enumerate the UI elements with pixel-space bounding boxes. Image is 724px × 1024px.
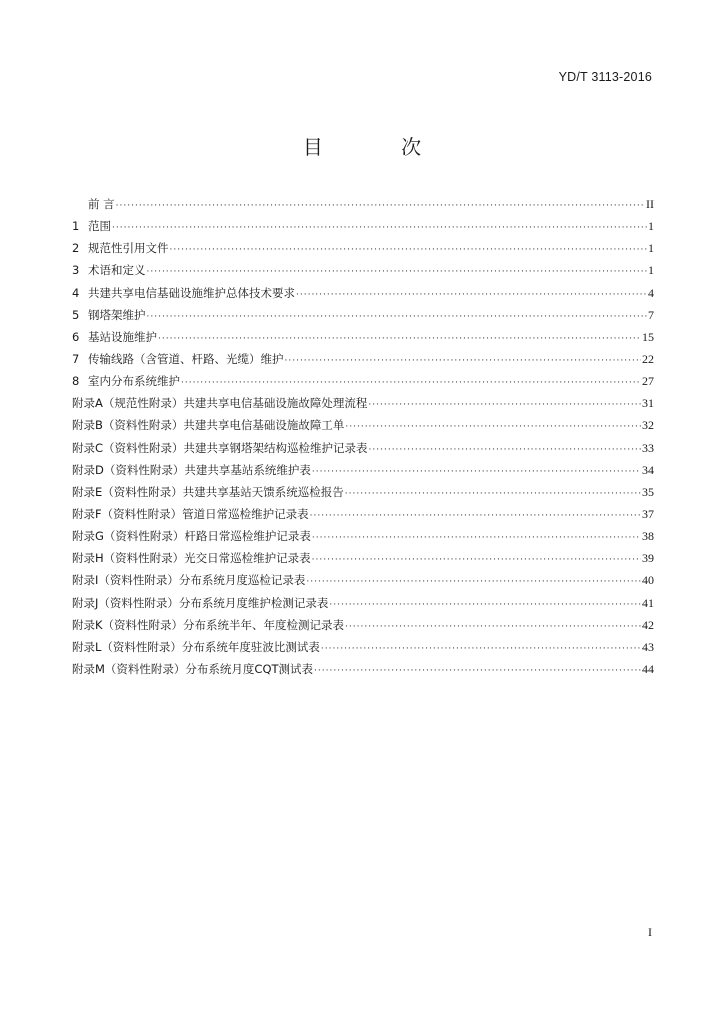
toc-entry[interactable] [72, 614, 654, 636]
toc-entry[interactable] [72, 437, 654, 459]
toc-entry-page: 38 [642, 529, 654, 544]
toc-entry-title: 附录K（资料性附录）分布系统半年、年度检测记录表 [72, 617, 345, 632]
toc-leader-dots [285, 350, 642, 372]
toc-entry-title: 附录I（资料性附录）分布系统月度巡检记录表 [72, 573, 306, 588]
toc-entry[interactable] [72, 370, 654, 392]
toc-entry[interactable] [72, 215, 654, 237]
toc-entry-page: 1 [648, 219, 654, 234]
toc-entry[interactable] [72, 392, 654, 414]
toc-entry-title: 前 言 [88, 197, 115, 211]
toc-entry-label [72, 215, 111, 237]
toc-entry[interactable] [72, 326, 654, 348]
toc-entry-page: 7 [648, 307, 654, 322]
toc-entry-title: 室内分布系统维护 [88, 374, 180, 389]
toc-entry-page: 41 [642, 595, 654, 610]
toc-entry-title: 范围 [88, 219, 111, 234]
toc-entry-page: 35 [642, 484, 654, 499]
toc-entry[interactable] [72, 259, 654, 281]
toc-entry-page: II [646, 197, 654, 211]
toc-entry[interactable] [72, 481, 654, 503]
toc-entry-title: 附录G（资料性附录）杆路日常巡检维护记录表 [72, 529, 311, 544]
toc-entry-page: 22 [642, 351, 654, 366]
toc-entry[interactable] [72, 304, 654, 326]
toc-entry-title: 附录C（资料性附录）共建共享钢塔架结构巡检维护记录表 [72, 440, 368, 455]
toc-entry-page: 43 [642, 639, 654, 654]
toc-entry[interactable] [72, 636, 654, 658]
toc-entry-page: 42 [642, 617, 654, 632]
toc-entry-page: 37 [642, 506, 654, 521]
toc-entry-label [72, 547, 311, 569]
toc-leader-dots [312, 549, 641, 571]
toc-entry-page: 34 [642, 462, 654, 477]
toc-entry-label [72, 304, 146, 326]
toc-leader-dots [345, 416, 641, 438]
toc-entry-page: 1 [648, 263, 654, 278]
toc-entry-label [72, 237, 169, 259]
toc-leader-dots [329, 594, 641, 616]
toc-entry-title: 钢塔架维护 [88, 307, 146, 322]
toc-entry-number: 8 [72, 374, 80, 389]
toc-entry[interactable] [72, 569, 654, 591]
toc-entry[interactable] [72, 414, 654, 436]
toc-leader-dots [147, 261, 648, 283]
toc-entry-label [72, 592, 328, 614]
toc-entry-title: 共建共享电信基础设施维护总体技术要求 [88, 285, 295, 300]
toc-entry-label [72, 326, 157, 348]
toc-leader-dots [147, 306, 648, 328]
toc-entry-page: 1 [648, 241, 654, 256]
toc-entry-label [72, 614, 344, 636]
toc-entry-label [72, 392, 367, 414]
toc-entry[interactable] [72, 547, 654, 569]
toc-entry-title: 附录L（资料性附录）分布系统年度驻波比测试表 [72, 639, 320, 654]
toc-entry-page: 15 [642, 329, 654, 344]
toc-entry-label [72, 459, 311, 481]
toc-entry[interactable] [72, 237, 654, 259]
toc-entry-page: 39 [642, 551, 654, 566]
toc-entry-page: 4 [648, 285, 654, 300]
toc-leader-dots [116, 195, 645, 217]
toc-entry-page: 27 [642, 374, 654, 389]
toc-entry-label [72, 414, 344, 436]
toc-leader-dots [312, 461, 641, 483]
toc-entry-title: 传输线路（含管道、杆路、光缆）维护 [88, 351, 284, 366]
toc-entry-page: 32 [642, 418, 654, 433]
toc-leader-dots [170, 239, 648, 261]
toc-entry[interactable] [72, 459, 654, 481]
toc-entry-number: 2 [72, 241, 80, 256]
toc-entry-number: 6 [72, 329, 80, 344]
page-title: 目 次 [302, 135, 458, 159]
toc-leader-dots [345, 483, 641, 505]
toc-entry-number: 3 [72, 263, 80, 278]
toc-entry-number: 1 [72, 219, 80, 234]
toc-leader-dots [369, 439, 641, 461]
toc-entry-label [72, 259, 146, 281]
toc-entry-title: 附录H（资料性附录）光交日常巡检维护记录表 [72, 551, 311, 566]
toc-entry-number: 5 [72, 307, 80, 322]
toc-leader-dots [112, 217, 647, 239]
toc-entry[interactable] [72, 503, 654, 525]
toc-entry-label [72, 437, 368, 459]
toc-entry-label [72, 569, 305, 591]
toc-leader-dots [345, 616, 641, 638]
toc-entry-number: 4 [72, 285, 80, 300]
toc-entry[interactable] [72, 348, 654, 370]
toc-leader-dots [306, 571, 641, 593]
toc-entry-title: 附录B（资料性附录）共建共享电信基础设施故障工单 [72, 418, 345, 433]
toc-entry-title: 附录A（规范性附录）共建共享电信基础设施故障处理流程 [72, 396, 368, 411]
toc-entry-label [72, 503, 309, 525]
toc-entry-page: 31 [642, 396, 654, 411]
toc-entry-title: 规范性引用文件 [88, 241, 169, 256]
document-code: YD/T 3113-2016 [558, 70, 652, 84]
toc-entry-title: 附录D（资料性附录）共建共享基站系统维护表 [72, 462, 311, 477]
toc-entry-label [72, 658, 313, 680]
toc-entry-title: 附录E（资料性附录）共建共享基站天馈系统巡检报告 [72, 484, 344, 499]
toc-entry-title: 附录F（资料性附录）管道日常巡检维护记录表 [72, 506, 309, 521]
toc-entry-title: 术语和定义 [88, 263, 146, 278]
toc-leader-dots [314, 660, 641, 682]
toc-entry-page: 40 [642, 573, 654, 588]
toc-entry-title: 附录J（资料性附录）分布系统月度维护检测记录表 [72, 595, 329, 610]
toc-entry-number: 7 [72, 351, 80, 366]
toc-entry-label [72, 348, 284, 370]
page-number: I [648, 925, 652, 939]
toc-entry-label [72, 636, 320, 658]
toc-entry[interactable] [72, 525, 654, 547]
toc-entry[interactable] [72, 193, 654, 215]
toc-entry-title: 基站设施维护 [88, 329, 157, 344]
toc-entry-title: 附录M（资料性附录）分布系统月度CQT测试表 [72, 661, 314, 676]
toc-entry[interactable] [72, 658, 654, 680]
toc-leader-dots [368, 394, 641, 416]
toc-leader-dots [158, 328, 641, 350]
toc-entry-page: 33 [642, 440, 654, 455]
toc-entry-label [72, 193, 115, 215]
toc-entry[interactable] [72, 282, 654, 304]
toc-entry-page: 44 [642, 661, 654, 676]
toc-entry[interactable] [72, 592, 654, 614]
toc-entry-label [72, 370, 180, 392]
toc-entry-label [72, 282, 295, 304]
toc-leader-dots [296, 284, 647, 306]
toc-leader-dots [181, 372, 641, 394]
table-of-contents [72, 193, 654, 680]
toc-leader-dots [310, 505, 641, 527]
toc-entry-label [72, 525, 311, 547]
toc-leader-dots [312, 527, 641, 549]
toc-entry-label [72, 481, 344, 503]
toc-leader-dots [321, 638, 641, 660]
